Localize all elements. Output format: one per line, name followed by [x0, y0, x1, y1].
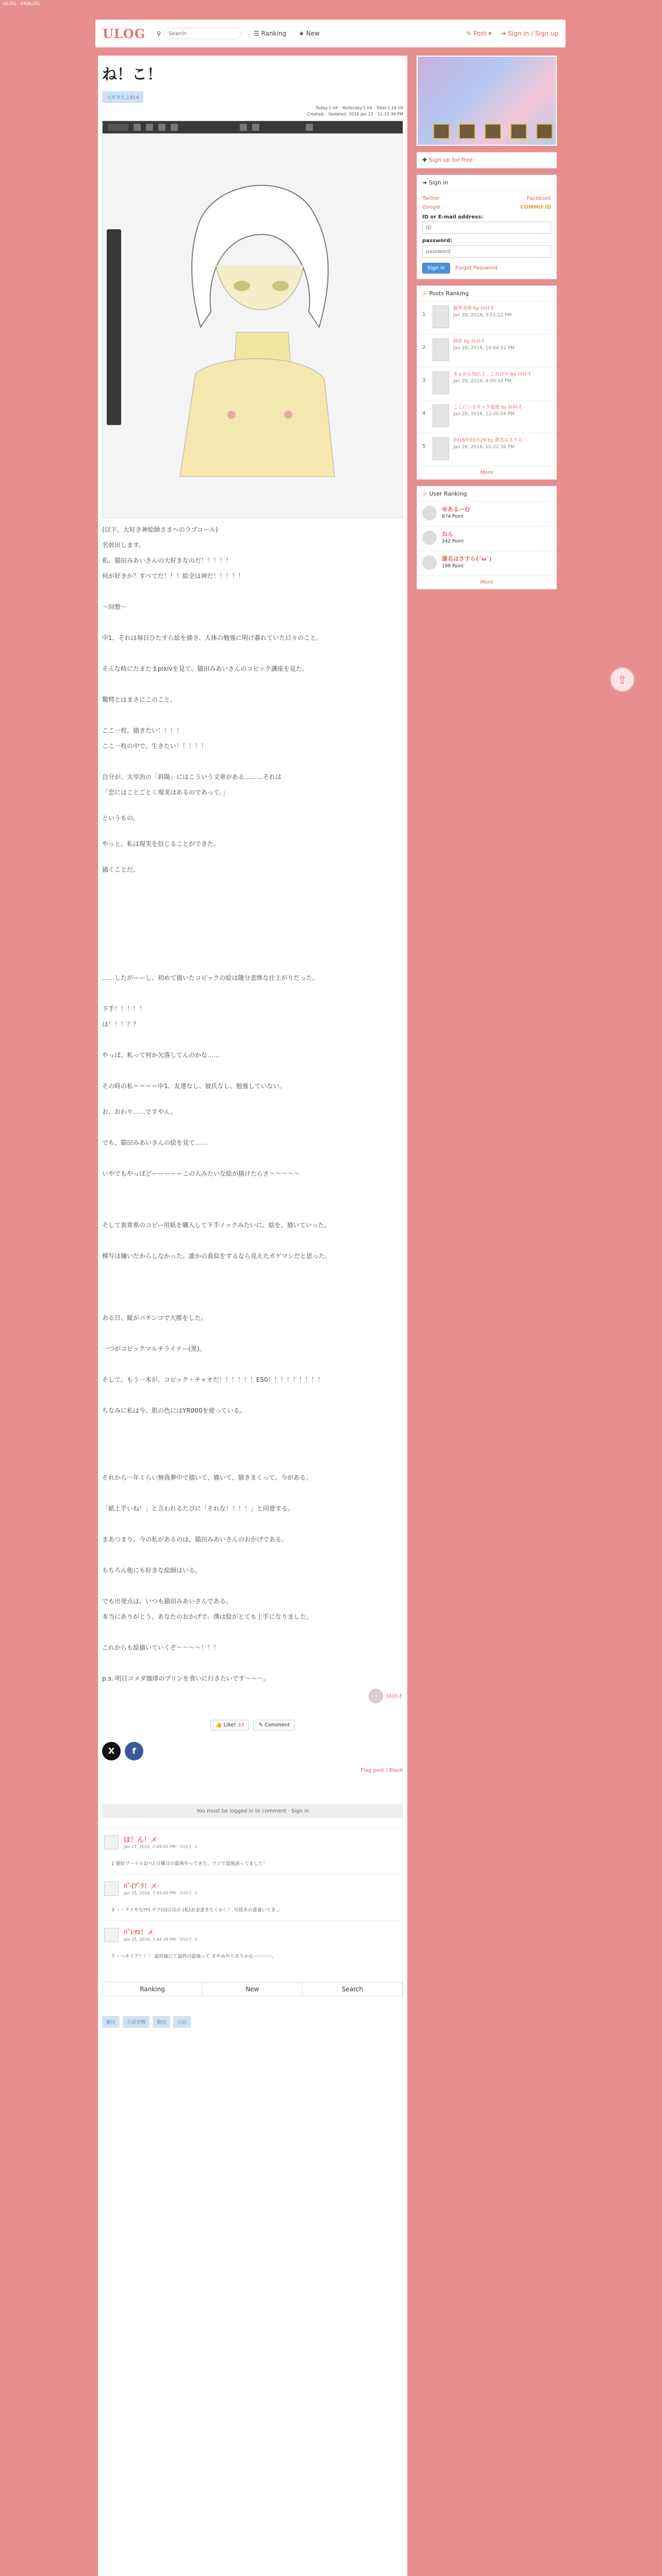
- top-strip: ULOG · ARBLOG: [0, 0, 662, 8]
- password-label: password:: [422, 238, 453, 244]
- paint-toolbar: [103, 121, 403, 133]
- author-name[interactable]: ﾈﾈﾈﾈ才: [386, 1693, 403, 1700]
- posts-ranking-header: ♕ Posts Ranking: [417, 286, 556, 301]
- id-label: ID or E-mail address:: [422, 214, 483, 220]
- article-stats: Today:1 hit · Yesterday:1 hit · Total:1,16 hit Created: · Updated: 2016 Jan 22 · 11:33:36 PM: [306, 106, 403, 116]
- article-main: [98, 56, 407, 2576]
- users-more-link[interactable]: More: [480, 580, 493, 585]
- pen-icon[interactable]: [146, 124, 153, 131]
- id-field[interactable]: [422, 222, 551, 234]
- article-tags: [102, 2016, 403, 2028]
- ranking-item[interactable]: 5 2016年01月29 by 蓮名はさすら Jan 28, 2016, 10:22:30 PM: [417, 433, 556, 466]
- comment-item: ほ！ん！メ Jan 27, 2016, 2:44:05 PM · ﾈﾈﾈﾈ才 ·1 1 猫好ブーイル1(ペ) 日曜日の最後やってきた、マジで最後誤ってました！: [102, 1827, 403, 1874]
- ranking-icon: ☰: [254, 30, 261, 37]
- banner-tile: [433, 124, 450, 139]
- tag-chip[interactable]: 日記: [173, 2016, 191, 2028]
- search-icon[interactable]: ⚲: [157, 30, 161, 37]
- sidebar: [417, 56, 557, 596]
- user-rank-item[interactable]: 蓮名はさすら(´ω`) 198 Point: [417, 551, 556, 576]
- tag-chip[interactable]: 猫田: [153, 2016, 170, 2028]
- reaction-bar: [102, 1720, 403, 1731]
- ranking-thumb: [433, 404, 449, 427]
- palette-icon[interactable]: [108, 124, 128, 131]
- share-buttons: [102, 1742, 403, 1760]
- scroll-to-top-button[interactable]: [610, 667, 635, 692]
- comment-item: ﾊﾞｲﾌﾞﾗ！メ Jan 25, 2016, 7:43:49 PM · ﾈﾈﾈﾈ才 ·1 3 ・・ケイやなﾜｹﾈ チア(ﾈ)は出の (私)お金書きたくか！！ 写経あの書書いてき...: [102, 1874, 403, 1920]
- login-to-comment[interactable]: You must be logged in to comment · Sign in: [102, 1804, 403, 1818]
- user-ranking-header: ♕ User Ranking: [417, 486, 556, 502]
- posts-more-link[interactable]: More: [480, 470, 493, 476]
- signin-box: [417, 175, 557, 279]
- nav-search: [157, 28, 241, 39]
- comment-avatar[interactable]: [104, 1835, 119, 1850]
- tag-chip[interactable]: 猫田: [102, 2016, 120, 2028]
- ranking-thumb: [433, 437, 449, 460]
- article-title: ね！こ！: [102, 65, 162, 83]
- posts-ranking: [417, 285, 557, 480]
- user-plus-icon: ✚: [422, 157, 429, 163]
- author-avatar[interactable]: [369, 1689, 383, 1703]
- tag-chip[interactable]: 生活習慣: [123, 2016, 150, 2028]
- x-share-icon[interactable]: X: [102, 1742, 121, 1760]
- banner-tile: [485, 124, 501, 139]
- like-button[interactable]: 👍 Like! 33: [210, 1720, 250, 1731]
- user-rank-item[interactable]: ゆあるーむ 874 Point: [417, 502, 556, 527]
- zoom-icon[interactable]: [240, 124, 247, 131]
- arrow-up-icon: ⇧: [617, 674, 627, 687]
- promo-banner[interactable]: [417, 56, 557, 146]
- star-icon: ★: [299, 30, 306, 37]
- facebook-share-icon[interactable]: f: [125, 1742, 143, 1760]
- ranking-item[interactable]: 4 ここにいるキャラ最後 by ﾈﾈﾈﾈ才 Jan 28, 2016, 12:00:54 PM: [417, 400, 556, 433]
- user-avatar: [422, 531, 437, 545]
- user-avatar: [422, 506, 437, 520]
- signin-icon: ➜: [501, 30, 508, 37]
- ranking-thumb: [433, 338, 449, 361]
- user-rank-item[interactable]: ねん 242 Point: [417, 527, 556, 551]
- article-body: (以下、大好き神絵師さまへのラブコール) 名前出します。 私、猫田みあいさんの大好きなのだ！！！！！ 何が好きか？すべてだ！！！絵全は神だ！！！！！ 〜回想〜 中1、それは毎日ひたすら絵を描き、人体の勉強に明け暮れていた日々のこと。 そんな時にたまたまpixivを見て、猫田みあいさんのコピック講座を見た。 驚愕とはまさにこのこと。 ここ一枚、描きたい！！！！ ここ一枚の中で、生きたい！！！！！ 自分が、太宰治の「斜陽」にはこういう文章がある………それは 「恋にはことごとく現実はあるのであって。」 というもの。 やっと、私は現実を信じることができた。 描くことだ。 ……したがーーし、初めて描いたコピックの絵は随分悲惨な仕上がりだった。 下手！！！！！ は！！！？？ やっぱ、私って何か欠落してんのかな…… その時の私＝＝＝＝中1、友達なし、彼氏なし、勉強していない。 お、おわり……ですやん。 でも、猫田みあいさんの絵を見て…… いやでもやっぱどーーーーーこの人みたいな絵が描けたらさ〜〜〜〜〜 そして異常県のコピー用紙を購入して下手ノックみたいに、絵を、描いていった。 模写は嫌いだからしなかった。誰かの真似をするなら見えたガゲマシだと思った。 ある日、縦がパチンコで大勝をした。 一つがコピックマルチライナー(黒)。 そして、もう一本が、コピック・チャオだ！！！！！！E50！！！！！！！！！ ちなみに私は今、肌の色にはYR000を使っている。 それから一年くらい無我夢中で描いて、描いて、描きまくって、今がある。 「紙上手いね！」と言われるたびに「それな！！！！」と同意する。 まあつまり、今の私があるのは、猫田みあいさんのおかげである。 もちろん他にも好きな絵師はいる。 でも出発点は、いつも猫田みあいさんである。 本当にありがとう。あなたのおかげで、僕は絵がとても上手になりました。 これからも絵描いていくぞ〜〜〜〜！！！ p.s. 明日コメダ珈琲のプリンを食いに行きたいです〜〜〜。: [102, 526, 332, 1682]
- paint-canvas[interactable]: [102, 121, 403, 518]
- site-logo[interactable]: ULOG: [103, 26, 146, 41]
- navbar: [95, 20, 566, 47]
- twitter-login[interactable]: Twitter: [422, 196, 440, 201]
- comment-item: ﾊﾞﾚﾂﾕ！メ Jan 25, 2016, 7:44:28 PM · ﾈﾈﾈﾈ才 ·1 7 ・ヘキリア！！！ 最終線にて最終の最後って 才やめやりありかなーーーー。: [102, 1920, 403, 1967]
- signin-button[interactable]: Sign in: [422, 263, 450, 274]
- undo-icon[interactable]: [252, 124, 259, 131]
- crown-icon: ♕: [422, 290, 429, 297]
- settings-icon[interactable]: [306, 124, 313, 131]
- comment-button[interactable]: ✎ Comment: [253, 1720, 295, 1731]
- signup-box: [417, 152, 557, 168]
- signup-link[interactable]: ✚ Sign up for free: [417, 152, 556, 168]
- bottom-nav-search[interactable]: Search: [303, 1982, 403, 1996]
- author-line[interactable]: [102, 1689, 403, 1703]
- bottom-nav-ranking[interactable]: Ranking: [103, 1982, 203, 1996]
- commu-logo[interactable]: COMMU:ID: [520, 205, 551, 210]
- flag-link[interactable]: Flag post / Block: [360, 1768, 403, 1773]
- signin-header: ➜ Sign in: [417, 175, 556, 191]
- nav-ranking[interactable]: ☰ Ranking: [254, 30, 287, 37]
- search-input[interactable]: [164, 28, 241, 39]
- ranking-item[interactable]: 1 磁界美術 by ﾈﾈﾈﾈ才 Jan 28, 2016, 3:51:22 PM: [417, 301, 556, 334]
- comment-avatar[interactable]: [104, 1928, 119, 1942]
- ranking-item[interactable]: 3 まぁかも知れよ、これはや by ﾈﾈﾈﾈ才 Jan 28, 2016, 4:00:14 PM: [417, 367, 556, 400]
- article-tag[interactable]: 大好きだよ814: [102, 91, 143, 103]
- banner-tile: [536, 124, 553, 139]
- facebook-login[interactable]: Facebook: [527, 196, 551, 201]
- post-menu[interactable]: ✎ Post ▾: [466, 30, 492, 37]
- bottom-nav: [102, 1982, 403, 1996]
- user-ranking: [417, 486, 557, 589]
- ranking-thumb: [433, 306, 449, 328]
- drawing-image: [139, 157, 371, 487]
- ranking-thumb: [433, 371, 449, 394]
- layer-icon[interactable]: [171, 124, 178, 131]
- ranking-item[interactable]: 2 病状 by ﾈﾈﾈﾈ才 Jan 28, 2016, 10:04:52 PM: [417, 334, 556, 367]
- thumb-icon: 👍: [215, 1722, 224, 1728]
- signin-icon: ➜: [422, 179, 429, 186]
- banner-tile: [510, 124, 527, 139]
- comment-avatar[interactable]: [104, 1882, 119, 1896]
- banner-tile: [459, 124, 475, 139]
- bottom-nav-new[interactable]: New: [203, 1982, 303, 1996]
- nav-new[interactable]: ★ New: [299, 30, 320, 37]
- signin-link[interactable]: ➜ Sign in / Sign up: [501, 30, 558, 37]
- google-login[interactable]: Google: [422, 205, 441, 210]
- crown-icon: ♕: [422, 490, 429, 497]
- eraser-icon[interactable]: [158, 124, 166, 131]
- paint-side-tools[interactable]: [107, 229, 121, 425]
- brush-icon[interactable]: [134, 124, 141, 131]
- forgot-password-link[interactable]: Forgot Password: [455, 265, 498, 271]
- pen-icon: ✎: [466, 30, 474, 37]
- comment-icon: ✎: [258, 1722, 265, 1728]
- comment-list: [102, 1827, 403, 1967]
- password-field[interactable]: [422, 245, 551, 258]
- user-avatar: [422, 555, 437, 570]
